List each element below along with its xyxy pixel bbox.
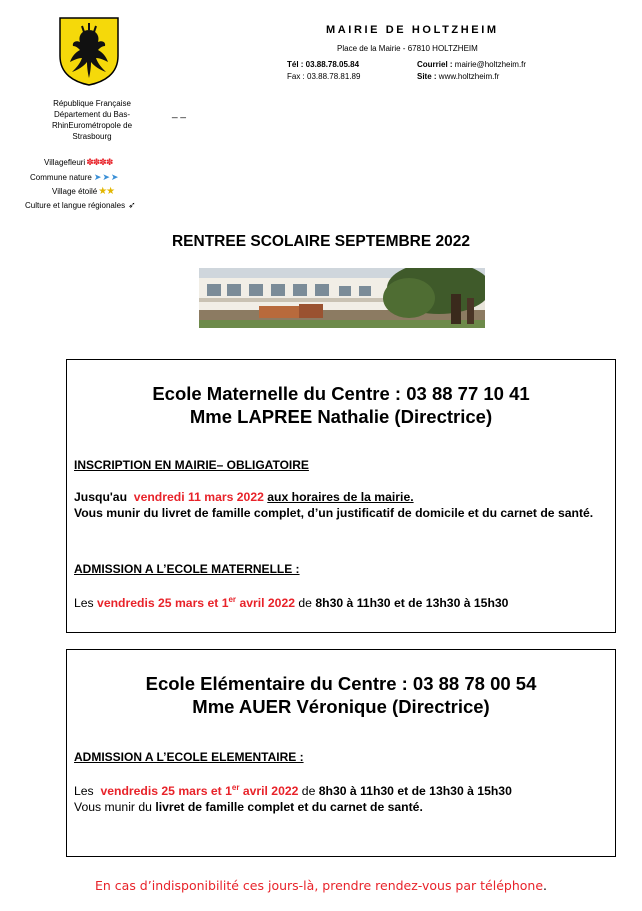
admission-month: avril 2022: [239, 596, 296, 610]
admission-hours: 8h30 à 11h30 et de 13h30 à 15h30: [315, 596, 509, 610]
footer-dot: .: [543, 878, 547, 893]
ordinal-suffix: er: [228, 594, 237, 604]
elementaire-phone-line: Ecole Elémentaire du Centre : 03 88 78 00 54: [145, 673, 537, 694]
footer-note: [0, 878, 642, 893]
maternelle-box: [66, 359, 616, 633]
website-link[interactable]: www.holtzheim.fr: [438, 72, 500, 81]
admission-day: 1: [225, 784, 232, 798]
gov-line: RhinEurométropole de: [51, 121, 133, 130]
admission-dates: vendredis 25 mars et: [97, 596, 219, 610]
star-icon: ★★: [98, 186, 115, 197]
page-title: RENTREE SCOLAIRE SEPTEMBRE 2022: [171, 233, 470, 250]
admission-maternelle-text: [74, 596, 612, 612]
gov-line: Département du Bas-: [53, 110, 131, 119]
email: Courriel : mairie@holtzheim.fr: [417, 60, 527, 69]
admission-maternelle-heading: ADMISSION A L’ECOLE MATERNELLE :: [74, 562, 300, 576]
ordinal-suffix: er: [231, 782, 240, 792]
admission-day: 1: [221, 596, 229, 610]
mairie-address: Place de la Mairie - 67810 HOLTZHEIM: [337, 44, 478, 53]
admission-elementaire-text: [74, 784, 612, 815]
village-fleuri-label: [44, 157, 112, 168]
admission-dates: vendredis 25 mars et: [100, 784, 222, 798]
inscription-text: [74, 490, 612, 521]
culture-text: Culture et langue régionales: [25, 201, 126, 210]
holtzheim-crest-logo: [58, 16, 120, 86]
admission-elementaire-heading: ADMISSION A L’ECOLE ELEMENTAIRE :: [74, 750, 304, 764]
footer-note-text: En cas d’indisponibilité ces jours-là, prendre rendez-vous par téléphone: [95, 878, 544, 893]
village-fleuri-text: Villagefleuri: [44, 158, 86, 167]
mairie-title: MAIRIE DE HOLTZHEIM: [326, 24, 499, 36]
maternelle-heading: [67, 382, 615, 428]
elementaire-box: [66, 649, 616, 857]
elementaire-heading: [67, 672, 615, 718]
documents-text: Vous munir du: [74, 799, 152, 814]
fax: Fax : 03.88.78.81.89: [287, 72, 361, 81]
flower-icon: ✽✽✽✽: [86, 157, 113, 167]
government-block: [24, 98, 160, 142]
feather-icon: ➶: [128, 200, 136, 210]
inscription-heading: INSCRIPTION EN MAIRIE– OBLIGATOIRE: [74, 458, 309, 472]
gov-line: Strasbourg: [72, 132, 112, 141]
documents-text: Vous munir du livret de famille complet, d’un justificatif de domicile et du carnet de santé.: [74, 505, 594, 520]
admission-month: avril 2022: [242, 784, 299, 798]
school-photo: [199, 268, 485, 328]
commune-nature-text: Commune nature: [30, 173, 92, 182]
website: Site : www.holtzheim.fr: [417, 72, 500, 81]
horaires-text: aux horaires de la mairie.: [267, 490, 414, 504]
bird-icon: ➤➤➤: [93, 172, 120, 182]
de-text: de: [298, 596, 312, 610]
inscription-deadline: vendredi 11 mars 2022: [133, 490, 264, 504]
culture-label: [25, 200, 136, 211]
telephone: Tél : 03.88.78.05.84: [287, 60, 360, 69]
dashes: _ _: [172, 108, 186, 119]
gov-line: République Française: [53, 99, 131, 108]
elementaire-director-line: Mme AUER Véronique (Directrice): [192, 696, 490, 717]
jusquau-text: Jusqu'au: [74, 490, 128, 504]
village-etoile-text: Village étoilé: [52, 187, 98, 196]
maternelle-director-line: Mme LAPREE Nathalie (Directrice): [189, 406, 493, 427]
maternelle-phone-line: Ecole Maternelle du Centre : 03 88 77 10 41: [152, 383, 530, 404]
documents-bold-text: livret de famille complet et du carnet de santé.: [155, 799, 423, 814]
email-link[interactable]: mairie@holtzheim.fr: [454, 60, 527, 69]
les-text: Les: [74, 596, 94, 610]
commune-nature-label: [30, 172, 119, 183]
de-text: de: [301, 784, 316, 798]
village-etoile-label: [52, 186, 114, 197]
admission-hours: 8h30 à 11h30 et de 13h30 à 15h30: [318, 784, 512, 798]
les-text: Les: [74, 784, 94, 798]
